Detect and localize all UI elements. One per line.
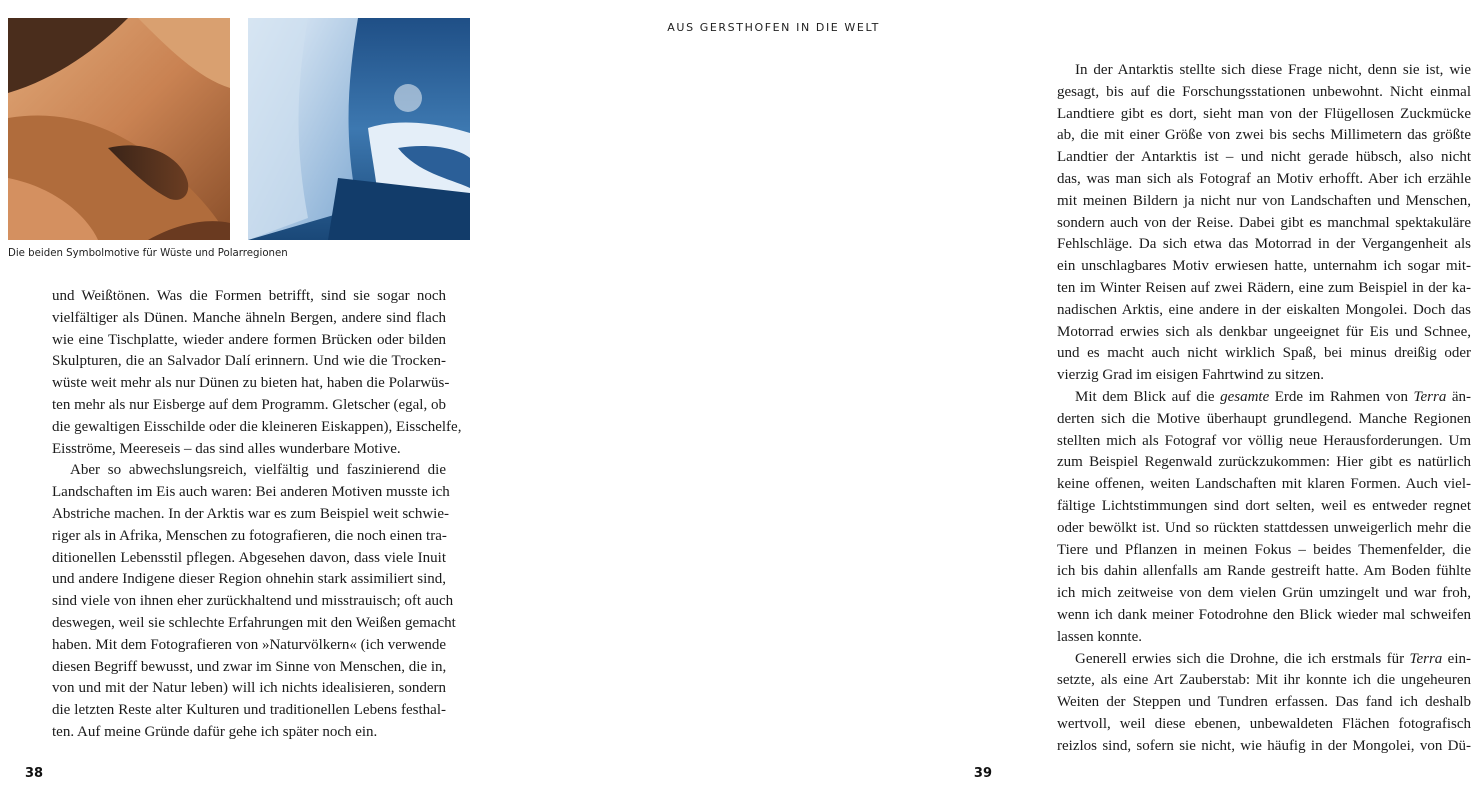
text-line: wie eine Tischplatte, wieder andere formen Brücken oder bilden bbox=[52, 331, 446, 348]
text-line: stellten mich als Fotograf vor völlig neue Herausforderungen. Um bbox=[1057, 432, 1471, 449]
text-fragment: Erde im Rahmen von bbox=[1269, 388, 1414, 405]
text-line: Landschaften im Eis auch waren: Bei anderen Motiven musste ich bbox=[52, 484, 450, 501]
text-line: riger als in Afrika, Menschen zu fotografieren, die noch einen tra- bbox=[52, 527, 447, 544]
text-line: Weiten der Steppen und Tundren erfassen. Das fand ich deshalb bbox=[1057, 694, 1471, 711]
text-line: fältige Lichtstimmungen sind dort selten, weil es entweder regnet bbox=[1057, 497, 1471, 514]
polar-iceberg-photo bbox=[248, 18, 470, 240]
text-line: diesen Begriff bewusst, und zwar im Sinne von Menschen, die in, bbox=[52, 658, 447, 675]
text-line: derten sich die Motive überhaupt grundlegend. Manche Regionen bbox=[1057, 410, 1471, 427]
text-line: wenn ich dank meiner Fotodrohne den Blick wieder mal schweifen bbox=[1057, 606, 1471, 623]
text-line: ten im Winter Reisen auf zwei Rädern, eine zum Beispiel in der ka- bbox=[1057, 279, 1471, 296]
page-number-left: 38 bbox=[25, 766, 44, 781]
text-line: ich mich zeitweise von dem vielen Grün umzingelt und war froh, bbox=[1057, 585, 1471, 602]
text-line: gesagt, bis auf die Forschungsstationen unbewohnt. Nicht einmal bbox=[1057, 83, 1471, 100]
text-line: zum Beispiel Regenwald zurückzukommen: Hier gibt es natürlich bbox=[1057, 454, 1471, 471]
text-line bbox=[1057, 387, 1471, 409]
text-line: setzte, als eine Art Zauberstab: Mit ihr konnte ich die ungeheuren bbox=[1057, 672, 1471, 689]
text-line: ich bis dahin allenfalls am Rande gestreift hatte. Am Boden fühlte bbox=[1057, 563, 1471, 580]
text-line: Landtier der Antarktis ist – und nicht gerade hübsch, also nicht bbox=[1057, 149, 1471, 166]
text-line: vierzig Grad im eisigen Fahrtwind zu sitzen. bbox=[1057, 367, 1325, 384]
text-line: wertvoll, weil diese ebenen, unbewaldeten Flächen fotografisch bbox=[1057, 715, 1471, 732]
text-line: ten mehr als nur Eisberge auf dem Programm. Gletscher (egal, ob bbox=[52, 396, 446, 413]
text-line: ab, die mit einer Größe von zwei bis sechs Millimetern das größte bbox=[1057, 127, 1471, 144]
text-line: sondern auch von der Reise. Dabei gibt es manchmal spektakuläre bbox=[1057, 214, 1471, 231]
text-line: Aber so abwechslungsreich, vielfältig und faszinierend die bbox=[70, 462, 446, 479]
text-line bbox=[1057, 649, 1471, 671]
text-line: Eisströme, Meereseis – das sind alles wunderbare Motive. bbox=[52, 440, 401, 457]
text-line: lassen konnte. bbox=[1057, 628, 1142, 645]
text-line: ditionellen Lebensstil pflegen. Abgesehen davon, dass viele Inuit bbox=[52, 549, 446, 566]
text-line: mit meinen Bildern ja nicht nur von Landschaften und Menschen, bbox=[1057, 192, 1471, 209]
text-line: die letzten Reste alter Kulturen und traditionellen Lebens festhal- bbox=[52, 702, 446, 719]
text-fragment: Mit dem Blick auf die bbox=[1075, 388, 1221, 405]
text-line: keine offenen, weiten Landschaften mit klaren Formen. Auch viel- bbox=[1057, 476, 1471, 493]
text-line: ein unschlagbares Motiv erwiesen hatte, unternahm ich sogar mit- bbox=[1057, 258, 1471, 275]
italic-term: Terra bbox=[1413, 388, 1447, 405]
text-fragment: Generell erwies sich die Drohne, die ich erstmals für bbox=[1075, 650, 1410, 667]
text-line: deswegen, weil sie schlechte Erfahrungen mit den Weißen gemacht bbox=[52, 614, 456, 631]
left-page bbox=[0, 0, 500, 800]
running-head: AUS GERSTHOFEN IN DIE WELT bbox=[667, 21, 880, 34]
text-line: Fehlschläge. Da sich etwa das Motorrad in der Vergangenheit als bbox=[1057, 236, 1471, 253]
text-line: das, was man sich als Fotograf an Motiv erhofft. Aber ich erzähle bbox=[1057, 170, 1471, 187]
text-line: Motorrad erwies sich als denkbar ungeeignet für Eis und Schnee, bbox=[1057, 323, 1471, 340]
text-line: In der Antarktis stellte sich diese Frage nicht, denn sie ist, wie bbox=[1075, 62, 1471, 78]
text-line: Skulpturen, die an Salvador Dalí erinnern. Und wie die Trocken- bbox=[52, 353, 446, 370]
text-line: Tiere und Pflanzen in meinen Fokus – beides Themenfelder, die bbox=[1057, 541, 1471, 558]
right-page bbox=[500, 0, 1471, 800]
left-text-column bbox=[52, 286, 462, 744]
text-line: die gewaltigen Eisschilde oder die kleineren Eiskappen), Eisschelfe, bbox=[52, 418, 462, 435]
text-line: Landtiere gibt es dort, sieht man von der Flügellosen Zuckmücke bbox=[1057, 105, 1471, 122]
text-line: ten. Auf meine Gründe dafür gehe ich später noch ein. bbox=[52, 723, 378, 740]
text-line: und andere Indigene dieser Region ohnehin stark assimiliert sind, bbox=[52, 571, 446, 588]
text-line: von und mit der Natur leben) will ich nichts idealisieren, sondern bbox=[52, 680, 446, 697]
italic-term: Terra bbox=[1409, 650, 1443, 667]
text-line: und es macht auch nicht wirklich Spaß, bei minus dreißig oder bbox=[1057, 345, 1471, 362]
text-line: haben. Mit dem Fotografieren von »Naturvölkern« (ich verwende bbox=[52, 636, 447, 653]
text-line: und Weißtönen. Was die Formen betrifft, sind sie sogar noch bbox=[52, 288, 446, 304]
text-line: wüste weit mehr als nur Dünen zu bieten hat, haben die Polarwüs- bbox=[52, 375, 450, 392]
image-caption: Die beiden Symbolmotive für Wüste und Polarregionen bbox=[8, 248, 288, 259]
italic-term: gesamte bbox=[1220, 388, 1270, 405]
text-line: nadischen Arktis, eine andere in der eiskalten Mongolei. Doch das bbox=[1057, 301, 1471, 318]
page-number-right: 39 bbox=[973, 766, 992, 781]
desert-dunes-photo bbox=[8, 18, 230, 240]
text-line: oder bewölkt ist. Und so rückten stattdessen unweigerlich mehr die bbox=[1057, 519, 1471, 536]
text-fragment: än- bbox=[1446, 388, 1471, 405]
right-text-column bbox=[1057, 60, 1471, 758]
text-line: vielfältiger als Dünen. Manche ähneln Bergen, andere sind flach bbox=[52, 309, 446, 326]
text-fragment: ein- bbox=[1442, 650, 1471, 667]
text-line: sind viele von ihnen eher zurückhaltend und misstrauisch; oft auch bbox=[52, 593, 454, 610]
text-line: Abstriche machen. In der Arktis war es zum Beispiel weit schwie- bbox=[52, 505, 449, 522]
text-line: reizlos sind, sofern sie nicht, wie häufig in der Mongolei, von Dü- bbox=[1057, 737, 1471, 754]
